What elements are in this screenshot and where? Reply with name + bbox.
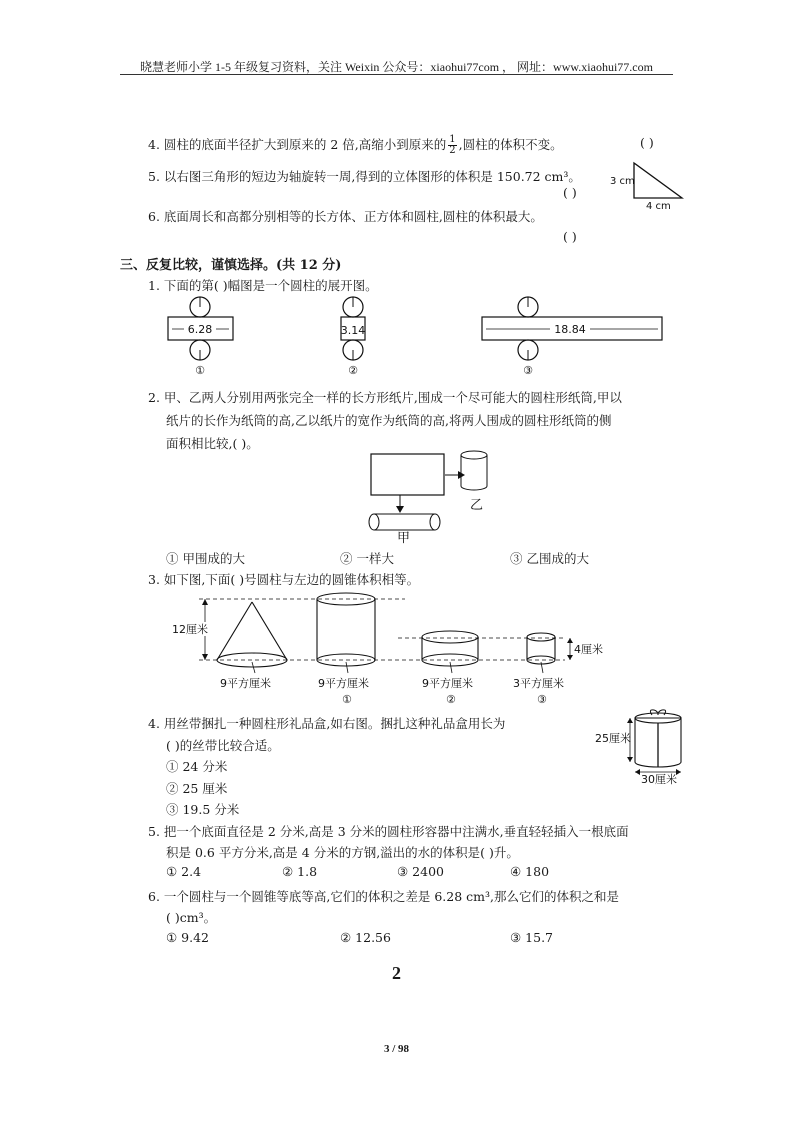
q4-line-1: 4. 用丝带捆扎一种圆柱形礼品盒,如右图。捆扎这种礼品盒用长为 bbox=[148, 716, 506, 731]
label-jia: 甲 bbox=[397, 531, 411, 544]
q5-option-3[interactable]: ③ 2400 bbox=[397, 864, 444, 879]
page-footer: 3 / 98 bbox=[383, 1043, 410, 1055]
q2-option-3[interactable]: ③ 乙围成的大 bbox=[510, 551, 589, 566]
triangle-figure bbox=[610, 160, 690, 212]
net-3-mark: ③ bbox=[523, 364, 533, 376]
cone-area-label: 9平方厘米 bbox=[220, 677, 271, 690]
q3-text: 3. 如下图,下面( )号圆柱与左边的圆锥体积相等。 bbox=[148, 572, 420, 587]
q1-nets-figure bbox=[160, 294, 680, 376]
q2-paper-figure bbox=[360, 448, 520, 544]
cylinder-2-mark: ② bbox=[446, 693, 456, 706]
fraction-half: $\frac{1}{2}$ bbox=[449, 134, 456, 156]
net-2-value: 3.14 bbox=[340, 324, 366, 337]
q6-option-1[interactable]: ① 9.42 bbox=[166, 930, 210, 945]
right-triangle-shape bbox=[634, 163, 682, 198]
net-2 bbox=[341, 297, 366, 376]
triangle-side-label: 3 cm bbox=[610, 176, 635, 187]
net-3-value: 18.84 bbox=[554, 323, 586, 336]
cylinder-1-mark: ① bbox=[342, 693, 352, 706]
net-2-mark: ② bbox=[348, 364, 358, 376]
q6-option-2[interactable]: ② 12.56 bbox=[340, 930, 391, 945]
q2-line-1: 2. 甲、乙两人分别用两张完全一样的长方形纸片,围成一个尽可能大的圆柱形纸筒,甲以 bbox=[148, 390, 622, 405]
gift-box-diameter-label: 30厘米 bbox=[641, 773, 677, 786]
q5-option-2[interactable]: ② 1.8 bbox=[282, 864, 318, 879]
q6-line-1: 6. 一个圆柱与一个圆锥等底等高,它们的体积之差是 6.28 cm³,那么它们的体积之和是 bbox=[148, 889, 619, 904]
height-12cm-label: 12厘米 bbox=[172, 623, 208, 636]
q5-option-1[interactable]: ① 2.4 bbox=[166, 864, 202, 879]
judge-6-answer-blank[interactable]: ( ) bbox=[563, 229, 577, 244]
q5-line-2: 积是 0.6 平方分米,高是 4 分米的方钢,溢出的水的体积是( )升。 bbox=[166, 845, 519, 860]
net-3 bbox=[482, 297, 662, 376]
q4-line-2: ( )的丝带比较合适。 bbox=[166, 738, 280, 753]
net-1-mark: ① bbox=[195, 364, 205, 376]
q2-line-3: 面积相比较,( )。 bbox=[166, 436, 259, 451]
judge-item-5: 5. 以右图三角形的短边为轴旋转一周,得到的立体图形的体积是 150.72 cm³。 bbox=[148, 169, 581, 184]
judge-5-answer-blank[interactable]: ( ) bbox=[563, 185, 577, 200]
header-divider bbox=[120, 74, 673, 75]
net-1 bbox=[168, 297, 233, 376]
paper-rectangle bbox=[371, 454, 444, 495]
gift-box-figure bbox=[594, 704, 690, 786]
judge-4-post: ,圆柱的体积不变。 bbox=[458, 137, 563, 152]
q2-option-2[interactable]: ② 一样大 bbox=[340, 551, 394, 566]
judge-4-answer-blank[interactable]: ( ) bbox=[640, 135, 654, 150]
net-1-value: 6.28 bbox=[187, 323, 213, 336]
cylinder-1-area-label: 9平方厘米 bbox=[318, 677, 369, 690]
q6-option-3[interactable]: ③ 15.7 bbox=[510, 930, 554, 945]
gift-box-height-label: 25厘米 bbox=[595, 732, 631, 745]
judge-item-4 bbox=[148, 135, 563, 156]
q2-line-2: 纸片的长作为纸筒的高,乙以纸片的宽作为纸筒的高,将两人围成的圆柱形纸筒的侧 bbox=[166, 413, 612, 428]
cylinder-2-area-label: 9平方厘米 bbox=[422, 677, 473, 690]
q1-text: 1. 下面的第( )幅图是一个圆柱的展开图。 bbox=[148, 278, 378, 293]
height-4cm-label: 4厘米 bbox=[574, 643, 603, 656]
q5-line-1: 5. 把一个底面直径是 2 分米,高是 3 分米的圆柱形容器中注满水,垂直轻轻插入一根底面 bbox=[148, 824, 629, 839]
q6-line-2: ( )cm³。 bbox=[166, 910, 217, 925]
section-3-title: 三、反复比较，谨慎选择。(共 12 分) bbox=[120, 258, 342, 273]
q4-option-2[interactable]: ② 25 厘米 bbox=[166, 781, 228, 796]
cylinder-3-area-label: 3平方厘米 bbox=[513, 677, 564, 690]
q2-option-1[interactable]: ① 甲围成的大 bbox=[166, 551, 245, 566]
judge-item-6: 6. 底面周长和高都分别相等的长方体、正方体和圆柱,圆柱的体积最大。 bbox=[148, 209, 543, 224]
judge-4-pre: 4. 圆柱的底面半径扩大到原来的 2 倍,高缩小到原来的 bbox=[148, 137, 447, 152]
page-header: 晓慧老师小学 1-5 年级复习资料，关注 Weixin 公众号：xiaohui77com ， 网址：www.xiaohui77.com bbox=[140, 60, 653, 74]
page-number: 2 bbox=[392, 963, 401, 983]
cylinder-3-mark: ③ bbox=[537, 693, 547, 706]
q3-volume-figure bbox=[165, 588, 665, 710]
q4-option-1[interactable]: ① 24 分米 bbox=[166, 759, 228, 774]
triangle-base-label: 4 cm bbox=[646, 201, 671, 212]
label-yi: 乙 bbox=[470, 498, 484, 513]
q4-option-3[interactable]: ③ 19.5 分米 bbox=[166, 802, 240, 817]
q5-option-4[interactable]: ④ 180 bbox=[510, 864, 550, 879]
